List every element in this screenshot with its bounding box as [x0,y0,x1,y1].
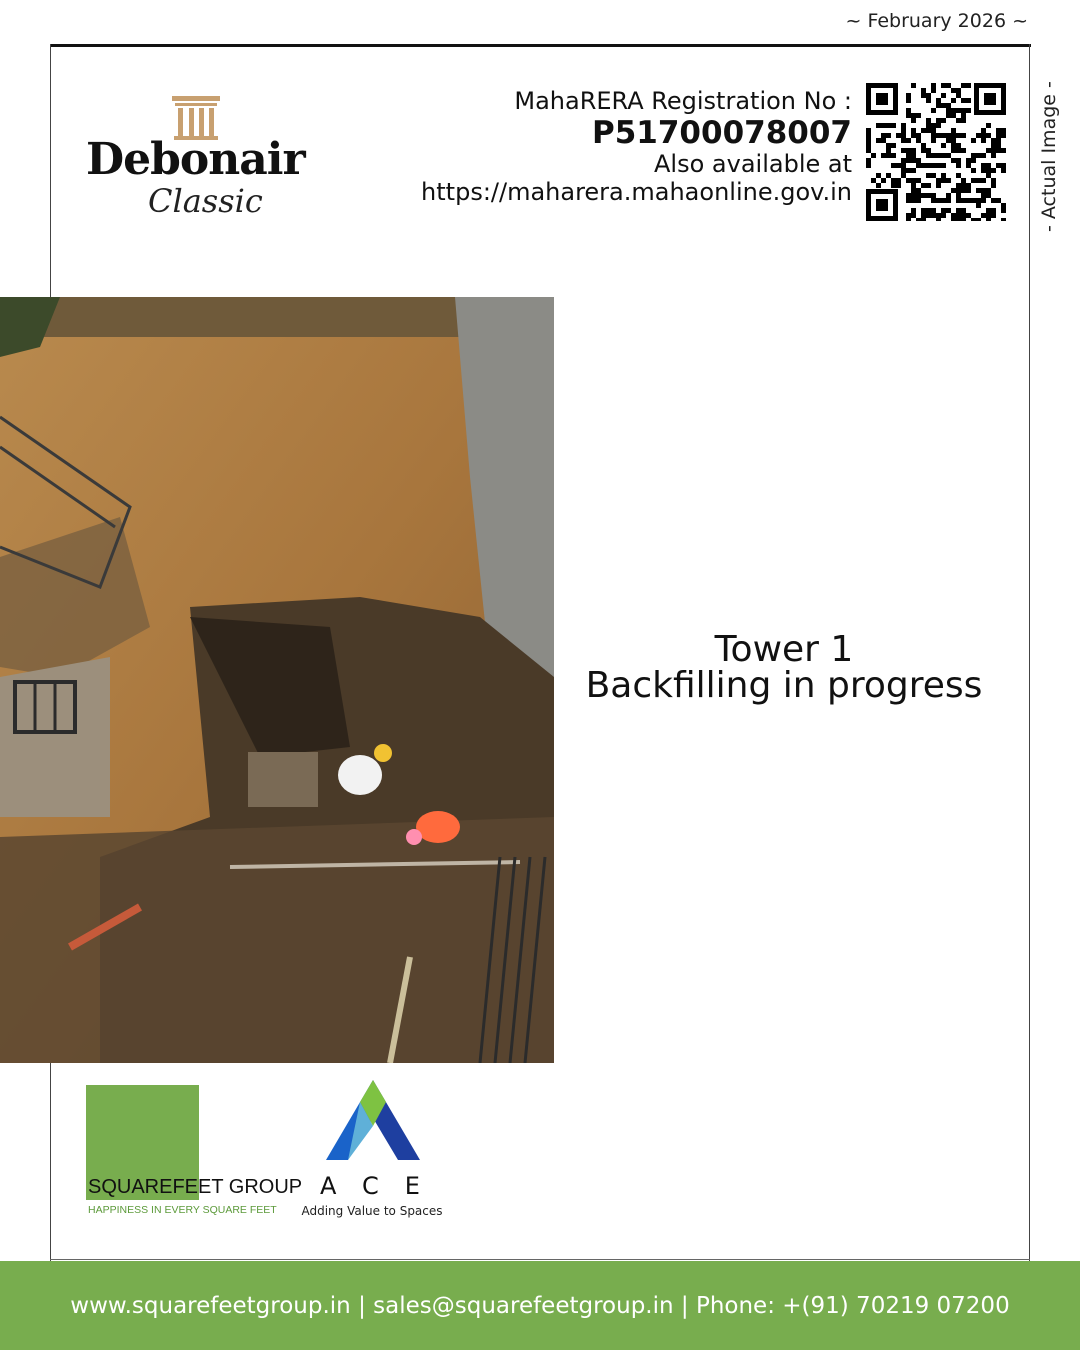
ace-name: ACE [320,1172,446,1200]
ace-triangle-icon [296,1080,446,1164]
rera-info [421,88,852,206]
frame-bottom-border [50,1259,1030,1260]
brand-subtitle: Classic [148,182,263,220]
actual-image-label: - Actual Image - [1038,81,1060,232]
rera-label: MahaRERA Registration No : [514,87,852,115]
squarefeet-group-logo [86,1085,303,1225]
footer-bar [0,1261,1080,1350]
qr-code-icon [866,83,1006,221]
rera-url-link[interactable]: https://maharera.mahaonline.gov.in [421,177,852,206]
rera-number: P51700078007 [592,114,852,151]
frame-right-border [1029,44,1030,1262]
brand-name: Debonair [86,134,305,185]
ace-tagline: Adding Value to Spaces [301,1204,443,1218]
date-label: ~ February 2026 ~ [845,10,1028,32]
caption-line-2: Backfilling in progress [585,665,983,706]
caption-line-1: Tower 1 [714,629,854,670]
squarefeet-name-dark: SQUAREFEET [88,1176,224,1198]
squarefeet-name-rest: GROUP [223,1176,303,1198]
ace-logo [296,1080,456,1220]
construction-site-photo [0,297,554,1063]
photo-caption [560,629,1008,706]
rera-available-text: Also available at [654,150,852,179]
squarefeet-tagline: HAPPINESS IN EVERY SQUARE FEET [88,1204,277,1216]
frame-top-border [50,44,1031,47]
footer-contact[interactable]: www.squarefeetgroup.in | sales@squarefeetgroup.in | Phone: +(91) 70219 07200 [70,1292,1010,1319]
squarefeet-name [88,1176,302,1199]
debonair-classic-logo [86,96,306,226]
